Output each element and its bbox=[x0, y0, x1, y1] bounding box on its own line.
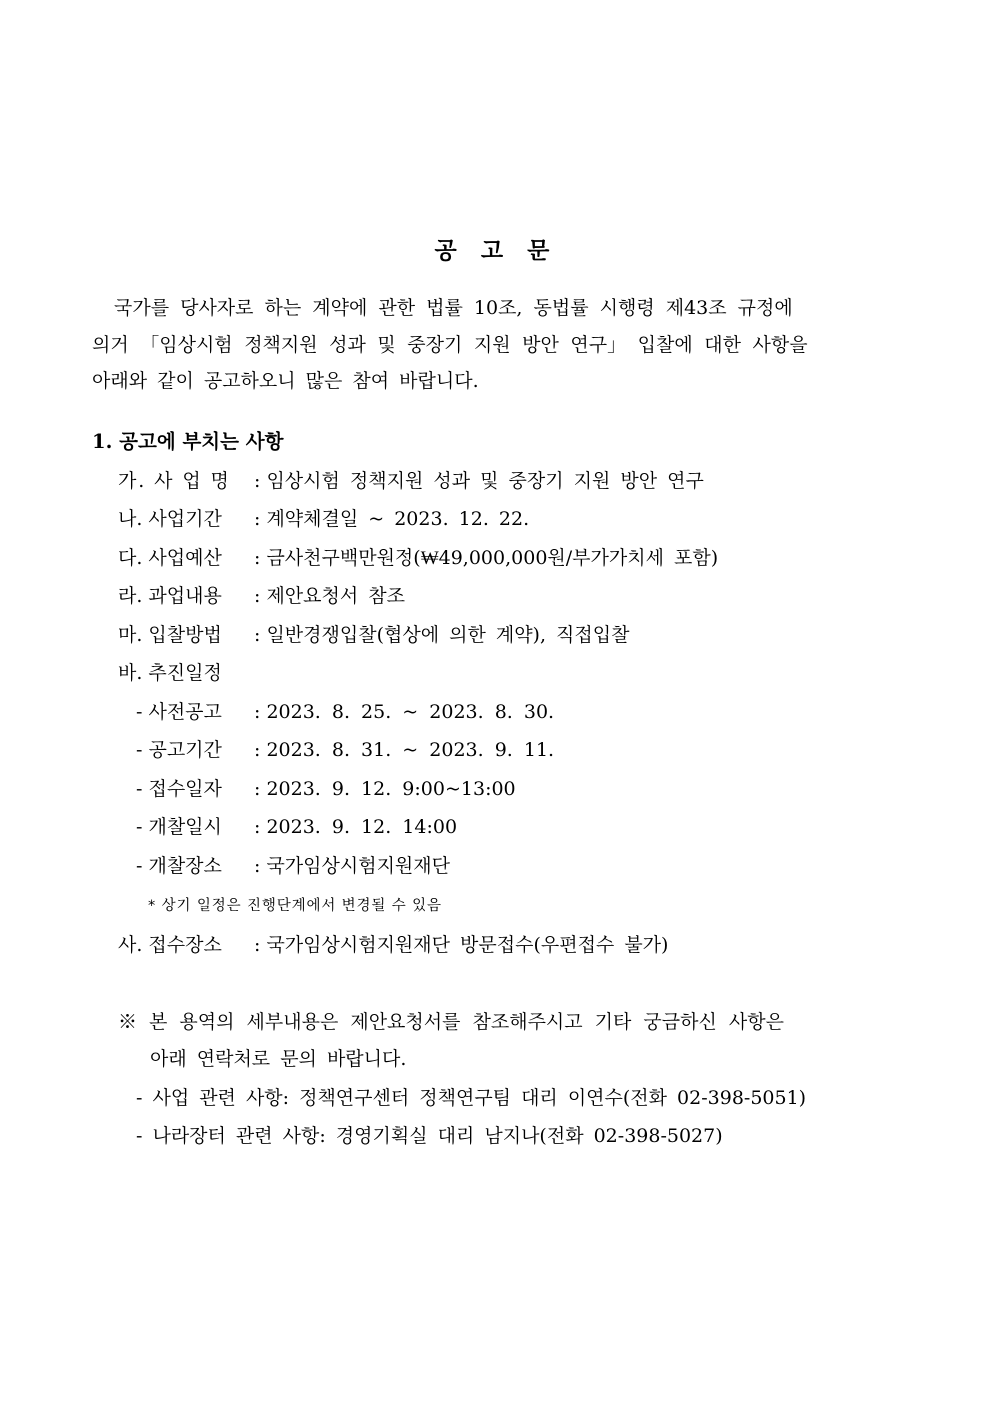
intro-line-1 bbox=[92, 293, 898, 320]
item-label: 가. 사 업 명 bbox=[118, 470, 231, 492]
intro-text-1: 국가를 당사자로 하는 계약에 관한 법률 10조, 동법률 시행령 제43조 규정에 bbox=[114, 297, 793, 319]
section-heading: 1. 공고에 부치는 사항 bbox=[92, 430, 284, 453]
schedule-row bbox=[136, 812, 457, 839]
schedule-label: - 공고기간 bbox=[136, 739, 222, 761]
schedule-value: 2023. 9. 12. 9:00~13:00 bbox=[266, 778, 516, 800]
footer-note-text-1: ※ 본 용역의 세부내용은 제안요청서를 참조해주시고 기타 궁금하신 사항은 bbox=[118, 1011, 784, 1033]
schedule-row bbox=[136, 735, 554, 762]
item-value: 제안요청서 참조 bbox=[266, 585, 405, 607]
schedule-row bbox=[136, 697, 554, 724]
schedule-sep: : bbox=[254, 739, 261, 761]
schedule-row bbox=[136, 774, 516, 801]
item-bid-method bbox=[118, 620, 629, 647]
item-sep: : bbox=[254, 547, 261, 569]
item-label: 바. 추진일정 bbox=[118, 662, 222, 684]
contact-narajangteo: - 나라장터 관련 사항: 경영기획실 대리 남지나(전화 02-398-5027) bbox=[136, 1125, 723, 1147]
item-value: 국가임상시험지원재단 방문접수(우편접수 불가) bbox=[266, 934, 669, 956]
schedule-label: - 접수일자 bbox=[136, 778, 222, 800]
item-value: 임상시험 정책지원 성과 및 중장기 지원 방안 연구 bbox=[266, 470, 704, 492]
schedule-value: 2023. 8. 31. ~ 2023. 9. 11. bbox=[266, 739, 555, 761]
schedule-value: 국가임상시험지원재단 bbox=[266, 855, 450, 877]
item-value: 계약체결일 ~ 2023. 12. 22. bbox=[266, 508, 530, 530]
schedule-label: - 사전공고 bbox=[136, 701, 222, 723]
item-schedule-heading bbox=[118, 658, 222, 685]
item-sep: : bbox=[254, 470, 261, 492]
schedule-label: - 개찰장소 bbox=[136, 855, 222, 877]
item-label: 다. 사업예산 bbox=[118, 547, 222, 569]
item-label: 나. 사업기간 bbox=[118, 508, 222, 530]
schedule-note: * 상기 일정은 진행단계에서 변경될 수 있음 bbox=[148, 898, 442, 914]
schedule-sep: : bbox=[254, 778, 261, 800]
schedule-label: - 개찰일시 bbox=[136, 816, 222, 838]
item-task-content bbox=[118, 581, 405, 608]
schedule-value: 2023. 9. 12. 14:00 bbox=[266, 816, 458, 838]
item-sep: : bbox=[254, 934, 261, 956]
schedule-value: 2023. 8. 25. ~ 2023. 8. 30. bbox=[266, 701, 555, 723]
item-label: 마. 입찰방법 bbox=[118, 624, 222, 646]
footer-note-line-2: 아래 연락처로 문의 바랍니다. bbox=[150, 1048, 407, 1070]
page-title: 공 고 문 bbox=[434, 237, 558, 264]
item-label: 라. 과업내용 bbox=[118, 585, 222, 607]
item-submission-place bbox=[118, 930, 668, 957]
item-value: 일반경쟁입찰(협상에 의한 계약), 직접입찰 bbox=[266, 624, 630, 646]
item-business-period bbox=[118, 504, 529, 531]
intro-line-2: 의거 「임상시험 정책지원 성과 및 중장기 지원 방안 연구」 입찰에 대한 사항을 bbox=[92, 334, 808, 356]
schedule-sep: : bbox=[254, 855, 261, 877]
item-label: 사. 접수장소 bbox=[118, 934, 222, 956]
item-sep: : bbox=[254, 624, 261, 646]
footer-note-line-1 bbox=[118, 1007, 898, 1034]
item-sep: : bbox=[254, 508, 261, 530]
schedule-sep: : bbox=[254, 701, 261, 723]
item-business-budget bbox=[118, 543, 718, 570]
item-business-name bbox=[118, 466, 704, 493]
schedule-sep: : bbox=[254, 816, 261, 838]
item-sep: : bbox=[254, 585, 261, 607]
intro-line-3: 아래와 같이 공고하오니 많은 참여 바랍니다. bbox=[92, 370, 479, 392]
item-value: 금사천구백만원정(₩49,000,000원/부가가치세 포함) bbox=[266, 547, 719, 569]
contact-business: - 사업 관련 사항: 정책연구센터 정책연구팀 대리 이연수(전화 02-398-5051) bbox=[136, 1087, 807, 1109]
schedule-row bbox=[136, 851, 450, 878]
